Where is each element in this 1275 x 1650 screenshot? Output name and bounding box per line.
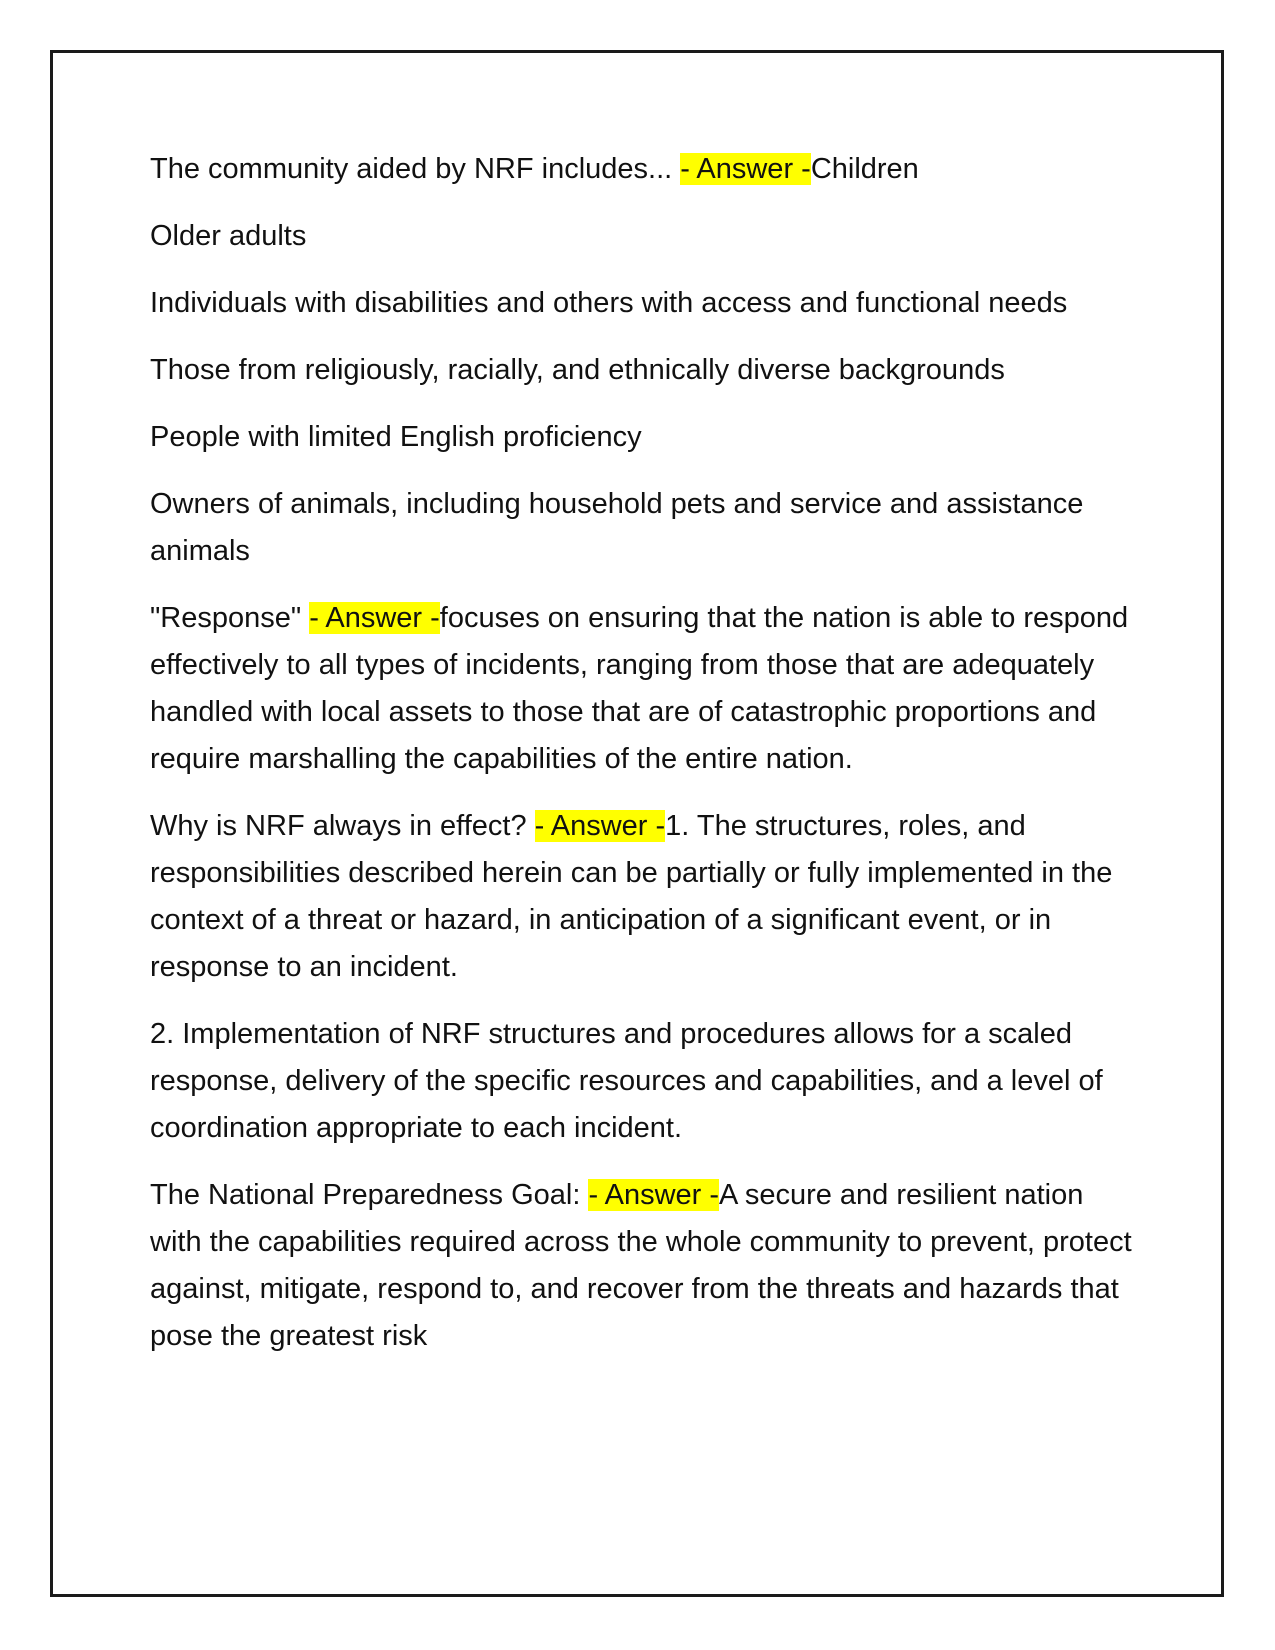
answer-continuation: Individuals with disabilities and others with access and functional needs (150, 287, 1068, 319)
question-text: The community aided by NRF includes... (150, 153, 681, 185)
answer-marker: - Answer - (534, 810, 666, 842)
answer-continuation: 2. Implementation of NRF structures and procedures allows for a scaled response, delivery of the specific resources and capabilities, and a level of coordination appropriate to each incident. (150, 1018, 1103, 1144)
question-paragraph (150, 1172, 1140, 1360)
answer-text: 1. The structures, roles, and responsibilities described herein can be partially or fully implemented in the context of a threat or hazard, in anticipation of a significant event, or in response to an incident. (150, 810, 1113, 983)
question-paragraph (150, 595, 1140, 783)
answer-continuation: Those from religiously, racially, and ethnically diverse backgrounds (150, 354, 1005, 386)
answer-continuation: Owners of animals, including household pets and service and assistance animals (150, 488, 1084, 567)
question-text: Why is NRF always in effect? (150, 810, 535, 842)
question-paragraph (150, 803, 1140, 991)
document-body (150, 146, 1140, 1380)
question-text: "Response" (150, 602, 310, 634)
answer-marker: - Answer - (309, 602, 440, 634)
question-paragraph (150, 146, 1140, 193)
answer-marker: - Answer - (588, 1179, 720, 1211)
answer-text: Children (810, 153, 919, 185)
answer-continuation: People with limited English proficiency (150, 421, 642, 453)
answer-marker: - Answer - (680, 153, 811, 185)
answer-text: A secure and resilient nation with the capabilities required across the whole community to prevent, protect against, mitigate, respond to, and recover from the threats and hazards that pose the greatest risk (150, 1179, 1132, 1352)
answer-text: focuses on ensuring that the nation is able to respond effectively to all types of incidents, ranging from those that are adequately handled with local assets to those that are of catastrophic proportions and require marshalling the capabilities of the entire nation. (150, 602, 1129, 775)
answer-continuation: Older adults (150, 220, 307, 252)
question-text: The National Preparedness Goal: (150, 1179, 589, 1211)
